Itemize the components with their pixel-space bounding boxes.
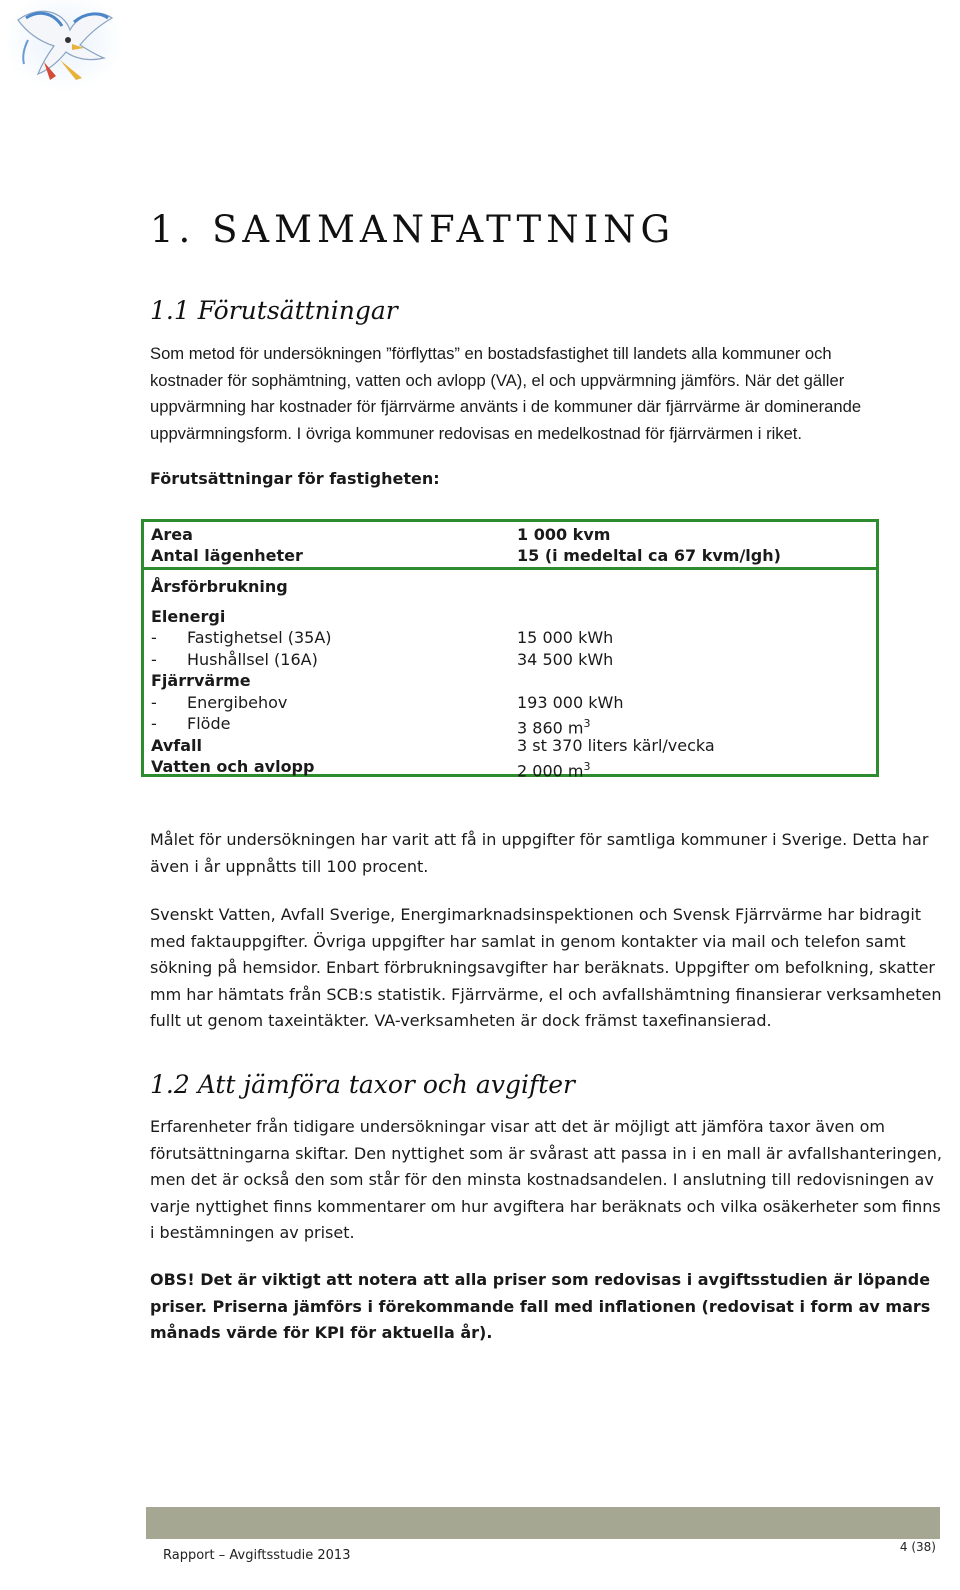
property-conditions-table [141, 519, 879, 781]
text-line: mm har hämtats från SCB:s statistik. Fjärrvärme, el och avfallshämtning finansierar verksamheten [150, 984, 942, 1004]
property-electricity-label: - Fastighetsel (35A) [151, 628, 332, 647]
footer-report-title: Rapport – Avgiftsstudie 2013 [163, 1548, 351, 1563]
apartments-label: Antal lägenheter [151, 546, 303, 565]
text-line: även i år uppnåtts till 100 procent. [150, 856, 429, 876]
table-row [151, 627, 876, 649]
goal-paragraph [150, 827, 940, 880]
page-number: 4 (38) [899, 1540, 936, 1554]
section-heading-comparing-tariffs: 1.2 Att jämföra taxor och avgifter [150, 1070, 575, 1099]
table-row [151, 576, 876, 598]
table-divider [144, 567, 876, 570]
district-heating-label: Fjärrvärme [151, 671, 251, 690]
table-row [151, 756, 876, 781]
chapter-heading: 1. SAMMANFATTNING [150, 208, 676, 251]
waste-label: Avfall [151, 736, 202, 755]
text-line: priser. Priserna jämförs i förekommande fall med inflationen (redovisat i form av mars [150, 1296, 931, 1316]
waste-value: 3 st 370 liters kärl/vecka [517, 736, 715, 755]
table-row [151, 649, 876, 671]
comparison-paragraph [150, 1114, 940, 1247]
energy-need-value: 193 000 kWh [517, 693, 624, 712]
sources-paragraph [150, 902, 940, 1035]
price-note-paragraph [150, 1267, 940, 1347]
text-line: uppvärmningsform. I övriga kommuner redovisas en medelkostnad för fjärrvärmen i riket. [150, 423, 803, 443]
intro-paragraph [150, 341, 940, 447]
table-row [151, 735, 876, 757]
table-row [151, 692, 876, 714]
text-line: i bestämningen av priset. [150, 1223, 355, 1242]
text-line: varje nyttighet finns kommentarer om hur avgiftera har beräknats och vilka osäkerheter som finns [150, 1196, 941, 1216]
table-row [151, 524, 876, 546]
bird-logo-icon [8, 0, 120, 92]
household-electricity-label: - Hushållsel (16A) [151, 650, 318, 669]
apartments-value: 15 (i medeltal ca 67 kvm/lgh) [517, 546, 781, 565]
table-row [151, 606, 876, 628]
text-line: Som metod för undersökningen ”förflyttas” en bostadsfastighet till landets alla kommuner och [150, 344, 832, 363]
water-sewage-label: Vatten och avlopp [151, 757, 315, 776]
text-line: OBS! Det är viktigt att notera att alla priser som redovisas i avgiftsstudien är löpande [150, 1270, 931, 1289]
footer-bar [146, 1507, 940, 1539]
text-line: förutsättningarna skiftar. Den nyttighet som är svårast att passa in i en mall är avfallshanteringen, [150, 1143, 942, 1163]
text-line: Svenskt Vatten, Avfall Sverige, Energimarknadsinspektionen och Svensk Fjärrvärme har bidragit [150, 905, 922, 924]
text-line: med faktauppgifter. Övriga uppgifter har samlat in genom kontakter via mail och telefon samt [150, 931, 906, 951]
table-row [151, 545, 876, 567]
household-electricity-value: 34 500 kWh [517, 650, 614, 669]
table-row [151, 713, 876, 738]
text-line: sökning på hemsidor. Enbart förbrukningsavgifter har beräknats. Uppgifter om befolkning, skatter [150, 958, 935, 977]
text-line: kostnader för sophämtning, vatten och avlopp (VA), el och uppvärmning jämförs. När det gäller [150, 370, 845, 390]
conditions-label: Förutsättningar för fastigheten: [150, 469, 440, 488]
text-line: Målet för undersökningen har varit att få in uppgifter för samtliga kommuner i Sverige. Detta har [150, 830, 929, 849]
electricity-label: Elenergi [151, 607, 226, 626]
energy-need-label: - Energibehov [151, 693, 288, 712]
area-value: 1 000 kvm [517, 525, 611, 544]
text-line: men det är också den som står för den minsta kostnadsandelen. I anslutning till redovisningen av [150, 1170, 934, 1189]
water-sewage-value: 2 000 $m^3$ [517, 760, 591, 781]
text-line: Erfarenheter från tidigare undersökningar visar att det är möjligt att jämföra taxor även om [150, 1117, 885, 1136]
text-line: fullt ut genom taxeintäkter. VA-verksamheten är dock främst taxefinansierad. [150, 1011, 772, 1030]
text-line: uppvärmning har kostnader för fjärrvärme använts i de kommuner där fjärrvärme är dominerande [150, 397, 862, 416]
text-line: månads värde för KPI för aktuella år). [150, 1323, 493, 1342]
flow-value: 3 860 $m^3$ [517, 717, 591, 738]
area-label: Area [151, 525, 193, 544]
section-heading-prerequisites: 1.1 Förutsättningar [150, 296, 398, 325]
table-row [151, 670, 876, 692]
property-electricity-value: 15 000 kWh [517, 628, 614, 647]
flow-label: - Flöde [151, 714, 231, 733]
annual-consumption-label: Årsförbrukning [151, 577, 288, 596]
